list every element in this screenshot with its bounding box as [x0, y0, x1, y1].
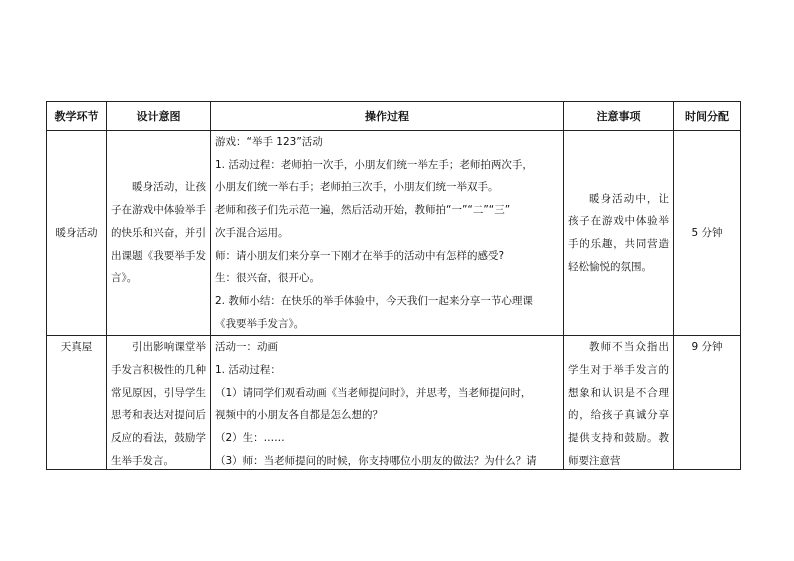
process-line: 《我要举手发言》。 — [215, 317, 305, 330]
header-intent: 设计意图 — [107, 102, 211, 131]
process-cell — [211, 131, 564, 336]
header-process: 操作过程 — [211, 102, 564, 131]
process-line: 1. 活动过程： — [215, 364, 281, 377]
process-line: 次手混合运用。 — [215, 226, 289, 239]
process-line: 师：请小朋友们来分享一下刚才在举手的活动中有怎样的感受? — [215, 249, 505, 262]
stage-cell — [47, 336, 107, 470]
time-text: 9 分钟 — [691, 341, 723, 354]
header-notice: 注意事项 — [564, 102, 674, 131]
process-line: 2. 教师小结：在快乐的举手体验中，今天我们一起来分享一节心理课 — [215, 294, 533, 307]
process-line: 老师和孩子们先示范一遍，然后活动开始，教师拍“一”“二”“三” — [215, 204, 511, 217]
process-line: 生：很兴奋，很开心。 — [215, 272, 320, 285]
time-cell: 5 分钟 — [674, 131, 741, 336]
table-row — [47, 336, 741, 470]
notice-cell — [564, 336, 674, 470]
table-header-row — [47, 102, 741, 131]
notice-text: 教师不当众指出学生对于举手发言的想象和认识是不合理的，给孩子真诚分享提供支持和鼓励。教师要注意营 — [568, 341, 669, 467]
process-line: 游戏：“举手 123”活动 — [215, 136, 323, 148]
header-stage: 教学环节 — [47, 102, 107, 131]
lesson-plan-table — [46, 101, 741, 470]
intent-cell: 暖身活动，让孩子在游戏中体验举手的快乐和兴奋，并引出课题《我要举手发言》。 — [107, 131, 211, 336]
intent-text: 引出影响课堂举手发言积极性的几种常见原因，引导学生思考和表达对提问后反应的看法，鼓励学生举手发言。 — [111, 341, 206, 467]
process-line: （3）师：当老师提问的时候，你支持哪位小朋友的做法？为什么？请 — [215, 454, 537, 467]
process-cell — [211, 336, 564, 470]
process-line: 视频中的小朋友各自都是怎么想的？ — [215, 409, 383, 422]
stage-text: 天真屋 — [60, 341, 93, 354]
intent-cell — [107, 336, 211, 470]
header-time: 时间分配 — [674, 102, 741, 131]
process-line: （1）请同学们观看动画《当老师提问时》，并思考，当老师提问时， — [215, 386, 532, 399]
time-cell — [674, 336, 741, 470]
stage-cell: 暖身活动 — [47, 131, 107, 336]
notice-cell: 暖身活动中，让孩子在游戏中体验举手的乐趣，共同营造轻松愉悦的氛围。 — [564, 131, 674, 336]
process-line: 活动一：动画 — [215, 341, 278, 354]
table-row — [47, 131, 741, 336]
process-line: 1. 活动过程：老师拍一次手，小朋友们统一举左手；老师拍两次手， — [215, 158, 533, 171]
process-line: （2）生：…… — [215, 432, 285, 445]
process-line: 小朋友们统一举右手；老师拍三次手，小朋友们统一举双手。 — [215, 181, 499, 194]
